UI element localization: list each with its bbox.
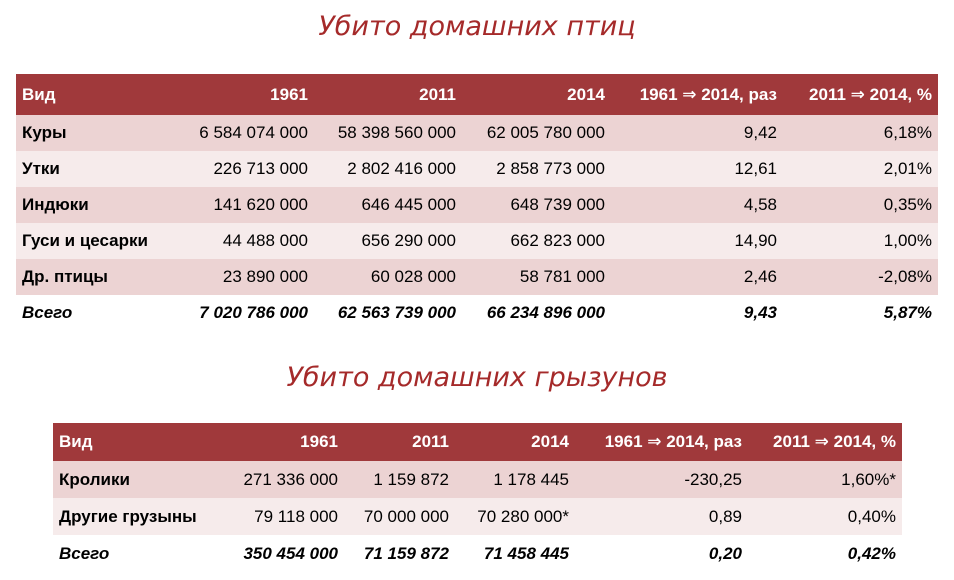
cell-2014: 1 178 445 (455, 461, 575, 498)
cell-species: Всего (16, 295, 172, 331)
cell-2011: 646 445 000 (314, 187, 462, 223)
cell-species: Всего (53, 535, 223, 572)
table-total-row (16, 295, 938, 331)
cell-1961: 6 584 074 000 (172, 115, 314, 151)
cell-2011: 58 398 560 000 (314, 115, 462, 151)
cell-ratio: 2,46 (611, 259, 783, 295)
cell-ratio: 14,90 (611, 223, 783, 259)
cell-species: Индюки (16, 187, 172, 223)
column-header-2014: 2014 (462, 74, 611, 115)
column-header-change-2011-2014: 2011 ⇒ 2014, % (748, 423, 902, 461)
cell-1961: 141 620 000 (172, 187, 314, 223)
cell-ratio: 12,61 (611, 151, 783, 187)
cell-species: Куры (16, 115, 172, 151)
cell-1961: 7 020 786 000 (172, 295, 314, 331)
cell-2014: 58 781 000 (462, 259, 611, 295)
poultry-table-title: Убито домашних птиц (318, 11, 636, 42)
poultry-table (16, 74, 938, 331)
cell-change: 0,35% (783, 187, 938, 223)
column-header-1961: 1961 (172, 74, 314, 115)
column-header-2011: 2011 (344, 423, 455, 461)
column-header-ratio-1961-2014: 1961 ⇒ 2014, раз (611, 74, 783, 115)
cell-2014: 66 234 896 000 (462, 295, 611, 331)
cell-2014: 71 458 445 (455, 535, 575, 572)
table-header-row (16, 74, 938, 115)
cell-1961: 44 488 000 (172, 223, 314, 259)
cell-ratio: 9,43 (611, 295, 783, 331)
column-header-1961: 1961 (223, 423, 344, 461)
cell-species: Др. птицы (16, 259, 172, 295)
cell-species: Другие грузыны (53, 498, 223, 535)
cell-ratio: -230,25 (575, 461, 748, 498)
table-header-row (53, 423, 902, 461)
cell-ratio: 9,42 (611, 115, 783, 151)
cell-2014: 648 739 000 (462, 187, 611, 223)
column-header-ratio-1961-2014: 1961 ⇒ 2014, раз (575, 423, 748, 461)
table-total-row (53, 535, 902, 572)
cell-change: 0,42% (748, 535, 902, 572)
column-header-2011: 2011 (314, 74, 462, 115)
cell-change: 1,00% (783, 223, 938, 259)
cell-change: 0,40% (748, 498, 902, 535)
cell-species: Утки (16, 151, 172, 187)
cell-ratio: 0,89 (575, 498, 748, 535)
cell-1961: 226 713 000 (172, 151, 314, 187)
table-row (16, 115, 938, 151)
column-header-species: Вид (53, 423, 223, 461)
cell-1961: 350 454 000 (223, 535, 344, 572)
cell-1961: 79 118 000 (223, 498, 344, 535)
cell-2011: 60 028 000 (314, 259, 462, 295)
cell-change: 1,60%* (748, 461, 902, 498)
table-row (16, 187, 938, 223)
column-header-2014: 2014 (455, 423, 575, 461)
cell-change: 5,87% (783, 295, 938, 331)
cell-species: Кролики (53, 461, 223, 498)
cell-2011: 62 563 739 000 (314, 295, 462, 331)
cell-1961: 271 336 000 (223, 461, 344, 498)
column-header-change-2011-2014: 2011 ⇒ 2014, % (783, 74, 938, 115)
cell-2011: 71 159 872 (344, 535, 455, 572)
cell-2011: 656 290 000 (314, 223, 462, 259)
cell-ratio: 4,58 (611, 187, 783, 223)
cell-species: Гуси и цесарки (16, 223, 172, 259)
cell-2014: 62 005 780 000 (462, 115, 611, 151)
column-header-species: Вид (16, 74, 172, 115)
cell-2014: 662 823 000 (462, 223, 611, 259)
cell-2011: 70 000 000 (344, 498, 455, 535)
cell-ratio: 0,20 (575, 535, 748, 572)
cell-2014: 2 858 773 000 (462, 151, 611, 187)
cell-change: 2,01% (783, 151, 938, 187)
cell-change: 6,18% (783, 115, 938, 151)
cell-2011: 2 802 416 000 (314, 151, 462, 187)
table-row (53, 498, 902, 535)
table-row (53, 461, 902, 498)
table-row (16, 223, 938, 259)
table-row (16, 151, 938, 187)
rodents-table-title: Убито домашних грызунов (286, 362, 668, 393)
cell-2011: 1 159 872 (344, 461, 455, 498)
cell-2014: 70 280 000* (455, 498, 575, 535)
table-row (16, 259, 938, 295)
cell-1961: 23 890 000 (172, 259, 314, 295)
rodents-table (53, 423, 902, 572)
cell-change: -2,08% (783, 259, 938, 295)
